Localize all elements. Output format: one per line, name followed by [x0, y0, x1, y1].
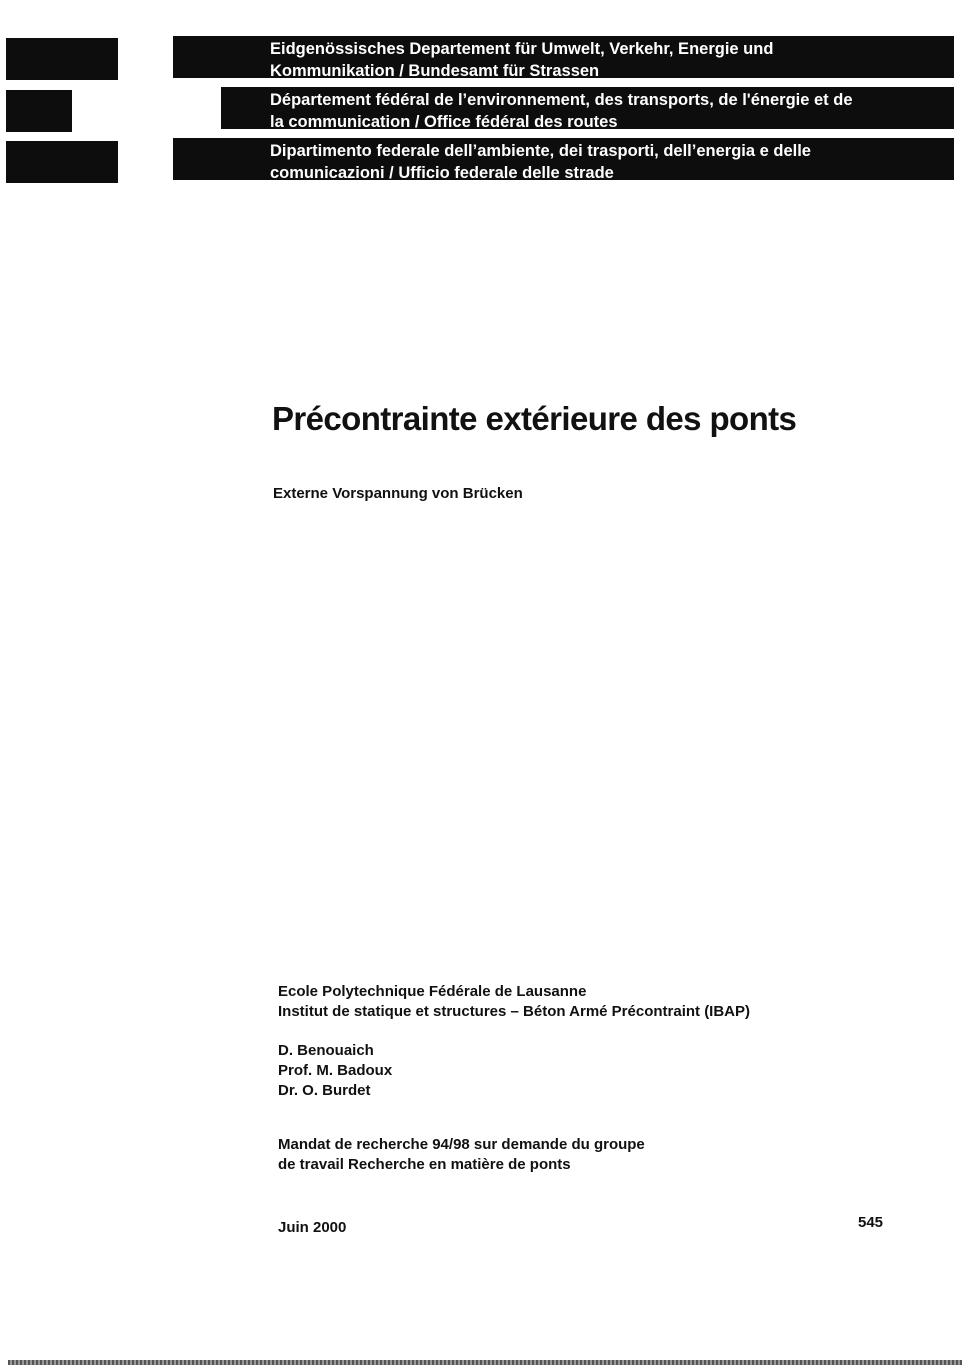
header-band-french-line1: Département fédéral de l’environnement, des transports, de l'énergie et de [270, 91, 853, 109]
author-2: Prof. M. Badoux [278, 1062, 393, 1079]
institution-block [278, 982, 750, 1022]
header-band-french-text [270, 89, 853, 133]
mandate-line-2: de travail Recherche en matière de ponts [278, 1156, 571, 1173]
institution-department: Institut de statique et structures – Béton Armé Précontraint (IBAP) [278, 1003, 751, 1020]
logo-block-3 [6, 141, 118, 183]
header-band-italian-text [270, 140, 811, 184]
header-band-german-text [270, 38, 773, 82]
logo-block-1 [6, 38, 118, 80]
header-band-italian-line1: Dipartimento federale dell’ambiente, dei trasporti, dell’energia e delle [270, 142, 811, 160]
author-1: D. Benouaich [278, 1042, 374, 1059]
bottom-scan-edge [8, 1360, 962, 1365]
author-3: Dr. O. Burdet [278, 1082, 371, 1099]
document-title: Précontrainte extérieure des ponts [272, 400, 797, 437]
mandate-line-1: Mandat de recherche 94/98 sur demande du groupe [278, 1136, 645, 1153]
mandate-block [278, 1135, 645, 1175]
header-band-french-line2: la communication / Office fédéral des routes [270, 113, 618, 131]
header-band-french [221, 87, 954, 129]
header-band-italian-line2: comunicazioni / Ufficio federale delle strade [270, 164, 614, 182]
header-band-german-line1: Eidgenössisches Departement für Umwelt, Verkehr, Energie und [270, 40, 774, 58]
header-band-german [173, 36, 954, 78]
header-band-italian [173, 138, 954, 180]
publication-date: Juin 2000 [278, 1219, 347, 1236]
header-band-german-line2: Kommunikation / Bundesamt für Strassen [270, 62, 600, 80]
institution-name: Ecole Polytechnique Fédérale de Lausanne [278, 983, 587, 1000]
authors-block [278, 1041, 392, 1101]
report-number: 545 [858, 1214, 884, 1231]
document-subtitle: Externe Vorspannung von Brücken [273, 485, 523, 502]
logo-block-2 [6, 90, 72, 132]
